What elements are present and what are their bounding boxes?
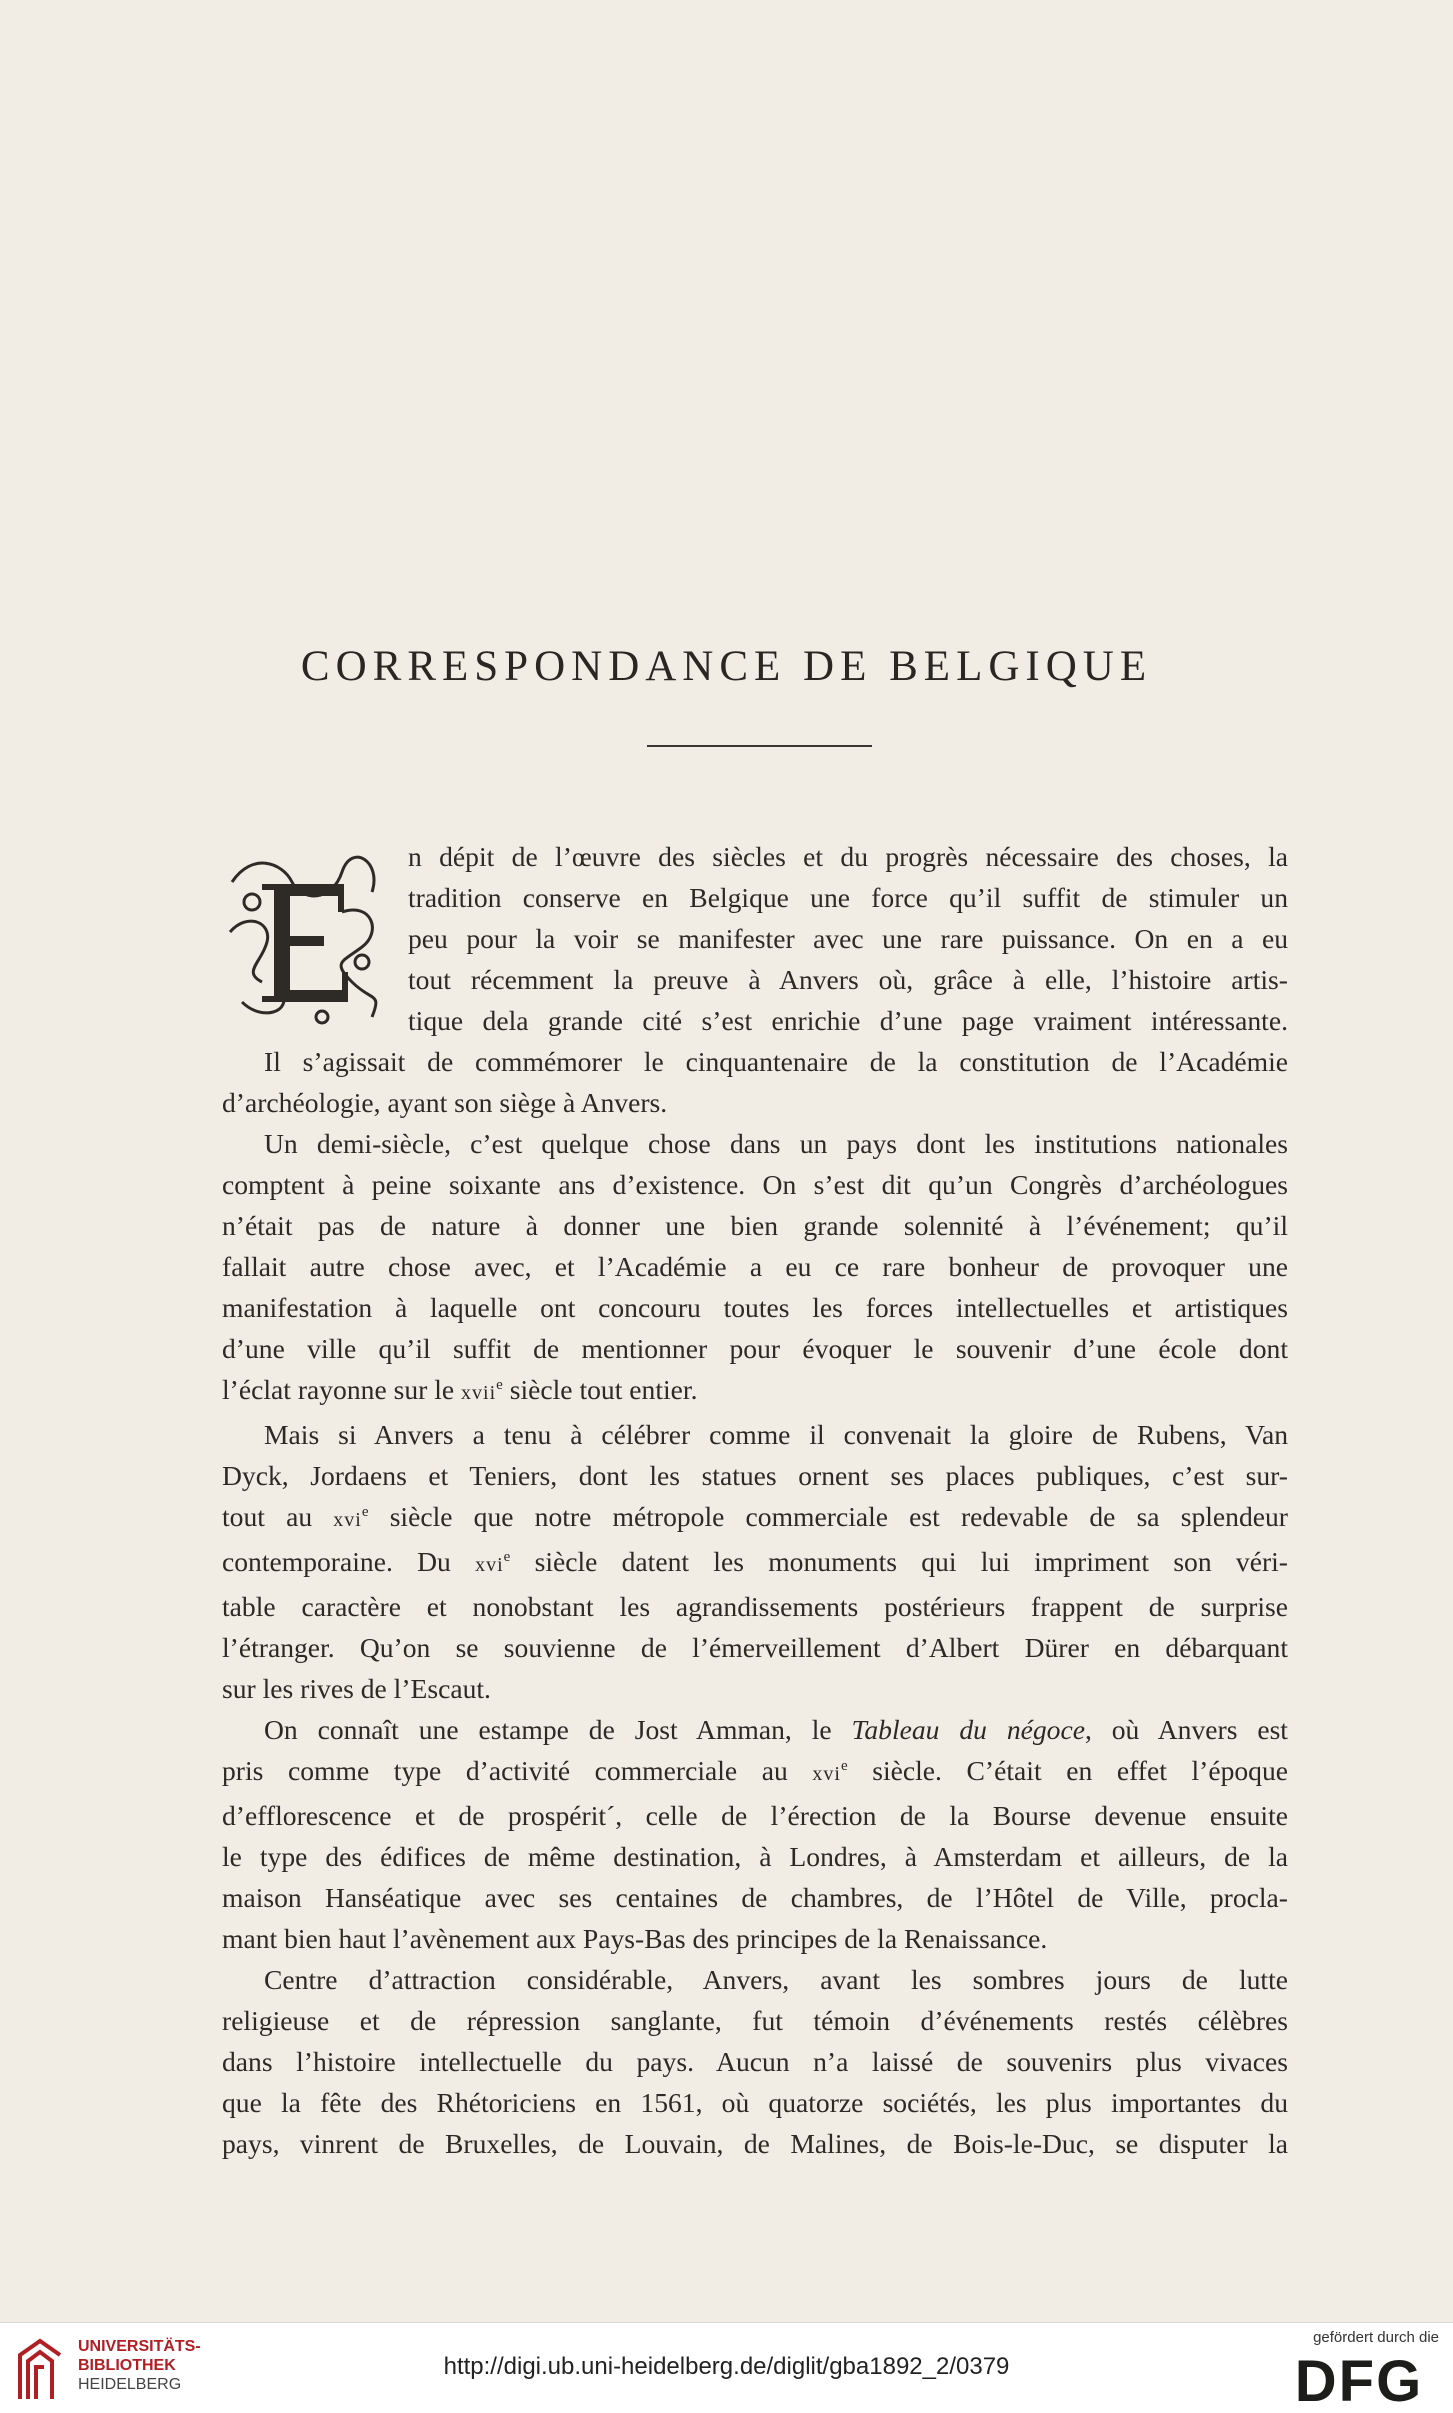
text-line: Un demi-siècle, c’est quelque chose dans un pays dont les institutions nationales <box>264 1128 1288 1159</box>
roman-numeral: xvi <box>812 1763 841 1785</box>
text-line: mant bien haut l’avènement aux Pays-Bas des principes de la Renaissance. <box>222 1923 1048 1954</box>
text-line: manifestation à laquelle ont concouru toutes les forces intellectuelles et artistiques <box>222 1292 1288 1323</box>
permalink-url[interactable]: http://digi.ub.uni-heidelberg.de/diglit/gba1892_2/0379 <box>443 2353 1010 2380</box>
superscript: e <box>496 1377 503 1393</box>
article-body <box>222 836 1288 2164</box>
text-line: religieuse et de répression sanglante, fut témoin d’événements restés célèbres <box>222 2005 1288 2036</box>
dfg-logo-text: DFG <box>1294 2351 1424 2407</box>
text-line <box>222 1750 1288 1795</box>
superscript: e <box>503 1549 511 1565</box>
text-fragment: , où Anvers est <box>1084 1714 1288 1745</box>
text-line: Dyck, Jordaens et Teniers, dont les statues ornent ses places publiques, c’est sur- <box>222 1460 1288 1491</box>
text-line: le type des édifices de même destination, à Londres, à Amsterdam et ailleurs, de la <box>222 1841 1288 1872</box>
text-fragment: l’éclat rayonne sur le <box>222 1374 462 1405</box>
text-fragment: siècle que notre métropole commerciale est redevable de sa splendeur <box>368 1501 1288 1532</box>
text-line: tradition conserve en Belgique une force qu’il suffit de stimuler un <box>408 882 1288 913</box>
roman-numeral: xvii <box>461 1382 497 1404</box>
roman-numeral: xvi <box>333 1509 362 1531</box>
text-line: n’était pas de nature à donner une bien grande solennité à l’événement; qu’il <box>222 1210 1288 1241</box>
funder-label: gefördert durch die <box>1313 2329 1439 2346</box>
text-line: Mais si Anvers a tenu à célébrer comme il convenait la gloire de Rubens, Van <box>264 1419 1288 1450</box>
text-line: pays, vinrent de Bruxelles, de Louvain, de Malines, de Bois-le-Duc, se disputer la <box>222 2128 1288 2159</box>
paragraph-2 <box>222 1041 1288 1123</box>
text-line: d’archéologie, ayant son siège à Anvers. <box>222 1087 668 1118</box>
text-line: table caractère et nonobstant les agrandissements postérieurs frappent de surprise <box>222 1591 1288 1622</box>
text-line: n dépit de l’œuvre des siècles et du progrès nécessaire des choses, la <box>408 841 1288 872</box>
institution-line: HEIDELBERG <box>78 2376 182 2393</box>
text-line: fallait autre chose avec, et l’Académie a eu ce rare bonheur de provoquer une <box>222 1251 1288 1282</box>
text-line: Il s’agissait de commémorer le cinquantenaire de la constitution de l’Académie <box>264 1046 1288 1077</box>
superscript: e <box>840 1758 848 1774</box>
text-line: d’une ville qu’il suffit de mentionner pour évoquer le souvenir d’une école dont <box>222 1333 1288 1364</box>
text-line: que la fête des Rhétoriciens en 1561, où quatorze sociétés, les plus importantes du <box>222 2087 1288 2118</box>
text-line <box>222 1709 1288 1750</box>
paragraph-3 <box>222 1123 1288 1414</box>
text-fragment: On connaît une estampe de Jost Amman, le <box>264 1714 852 1745</box>
paragraph-1 <box>222 836 1288 1041</box>
text-line <box>222 1496 1288 1541</box>
text-line: l’étranger. Qu’on se souvienne de l’émerveillement d’Albert Dürer en débarquant <box>222 1632 1288 1663</box>
text-line: Centre d’attraction considérable, Anvers, avant les sombres jours de lutte <box>264 1964 1288 1995</box>
roman-numeral: xvi <box>475 1554 504 1576</box>
text-line <box>222 1541 1288 1586</box>
text-line: dans l’histoire intellectuelle du pays. Aucun n’a laissé de souvenirs plus vivaces <box>222 2046 1288 2077</box>
dfg-logo-icon <box>1279 2351 1439 2407</box>
institution-line: BIBLIOTHEK <box>78 2357 176 2374</box>
text-fragment: siècle. C’était en effet l’époque <box>847 1755 1288 1786</box>
text-line: peu pour la voir se manifester avec une rare puissance. On en a eu <box>408 923 1288 954</box>
superscript: e <box>361 1504 369 1520</box>
institution-line: UNIVERSITÄTS- <box>78 2338 201 2355</box>
text-line: tique dela grande cité s’est enrichie d’une page vraiment intéressante. <box>408 1005 1288 1036</box>
text-line: d’efflorescence et de prospérit´, celle de l’érection de la Bourse devenue ensuite <box>222 1800 1288 1831</box>
text-fragment: contemporaine. Du <box>222 1546 476 1577</box>
heading-rule <box>647 745 872 747</box>
text-fragment: tout au <box>222 1501 334 1532</box>
text-fragment: siècle tout entier. <box>502 1374 698 1405</box>
paragraph-5 <box>222 1709 1288 1959</box>
text-fragment: siècle datent les monuments qui lui impriment son véri- <box>510 1546 1288 1577</box>
digitization-footer <box>0 2322 1453 2413</box>
text-fragment: pris comme type d’activité commerciale au <box>222 1755 813 1786</box>
article-heading: CORRESPONDANCE DE BELGIQUE <box>300 643 1153 690</box>
text-line: comptent à peine soixante ans d’existence. On s’est dit qu’un Congrès d’archéologues <box>222 1169 1288 1200</box>
text-line: tout récemment la preuve à Anvers où, grâce à elle, l’histoire artis- <box>408 964 1288 995</box>
paragraph-6 <box>222 1959 1288 2164</box>
text-line: maison Hanséatique avec ses centaines de chambres, de l’Hôtel de Ville, procla- <box>222 1882 1288 1913</box>
text-line: sur les rives de l’Escaut. <box>222 1673 491 1704</box>
paragraph-4 <box>222 1414 1288 1709</box>
italic-title: Tableau du négoce <box>851 1714 1085 1745</box>
text-line <box>222 1369 1288 1414</box>
